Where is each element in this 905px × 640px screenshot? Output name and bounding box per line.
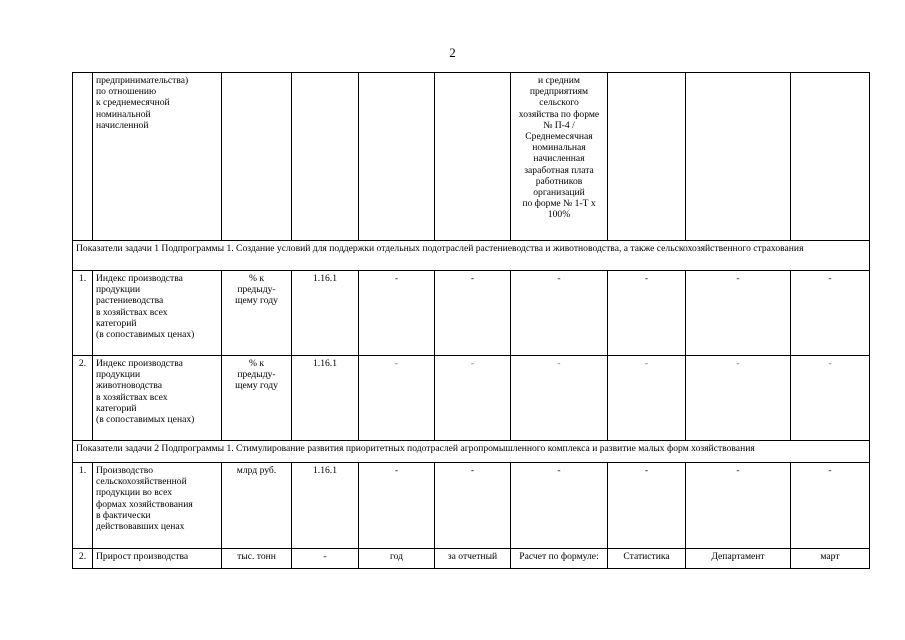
cell-col5: - xyxy=(359,356,435,441)
cell-col7: Расчет по формуле: xyxy=(511,549,608,569)
cell-code: 1.16.1 xyxy=(292,463,359,549)
cell-col7: - xyxy=(511,356,608,441)
cell-col5: - xyxy=(359,463,435,549)
cell-col6: за отчетный xyxy=(435,549,511,569)
cell-code xyxy=(292,73,359,241)
table-row xyxy=(73,463,870,549)
cell-col9: Департамент xyxy=(686,549,791,569)
section-title: Показатели задачи 2 Подпрограммы 1. Стимулирование развития приоритетных подотраслей агропромышленного комплекса и развитие малых форм хозяйствования xyxy=(73,441,870,463)
cell-col9: - xyxy=(686,356,791,441)
cell-col6: - xyxy=(435,463,511,549)
section-header-task-1 xyxy=(73,241,870,271)
cell-col10: - xyxy=(791,271,870,356)
cell-col8 xyxy=(608,73,686,241)
cell-col10 xyxy=(791,73,870,241)
cell-col7: - xyxy=(511,463,608,549)
cell-col10: - xyxy=(791,356,870,441)
section-title: Показатели задачи 1 Подпрограммы 1. Создание условий для поддержки отдельных подотраслей растениеводства и животноводства, а также сельскохозяйственного страхования xyxy=(73,241,870,271)
table-row xyxy=(73,549,870,569)
cell-no: 2. xyxy=(73,549,93,569)
cell-no: 2. xyxy=(73,356,93,441)
cell-col9: - xyxy=(686,463,791,549)
cell-unit: % к предыду- щему году xyxy=(222,271,292,356)
cell-col9: - xyxy=(686,271,791,356)
section-header-task-2 xyxy=(73,441,870,463)
cell-unit: тыс. тонн xyxy=(222,549,292,569)
cell-no: 1. xyxy=(73,271,93,356)
cell-no xyxy=(73,73,93,241)
cell-formula: и средним предприятиям сельского хозяйства по форме № П-4 / Среднемесячная номинальная начисленная заработная плата работников организаций по форме № 1-Т х 100% xyxy=(511,73,608,241)
cell-unit: % к предыду- щему году xyxy=(222,356,292,441)
cell-unit xyxy=(222,73,292,241)
cell-code: 1.16.1 xyxy=(292,271,359,356)
cell-col8: - xyxy=(608,271,686,356)
cell-col7: - xyxy=(511,271,608,356)
cell-col5: - xyxy=(359,271,435,356)
cell-col5: год xyxy=(359,549,435,569)
page-number: 2 xyxy=(449,45,456,60)
cell-code: 1.16.1 xyxy=(292,356,359,441)
cell-col8: - xyxy=(608,356,686,441)
cell-col8: - xyxy=(608,463,686,549)
cell-indicator-name: Индекс производства продукции растениеводства в хозяйствах всех категорий (в сопоставимых ценах) xyxy=(93,271,222,356)
cell-col6: - xyxy=(435,271,511,356)
cell-col10: - xyxy=(791,463,870,549)
indicators-table xyxy=(72,72,870,569)
cell-col9 xyxy=(686,73,791,241)
cell-indicator-name: Прирост производства xyxy=(93,549,222,569)
cell-no: 1. xyxy=(73,463,93,549)
cell-col5 xyxy=(359,73,435,241)
table-row xyxy=(73,271,870,356)
table-row xyxy=(73,356,870,441)
cell-code: - xyxy=(292,549,359,569)
table-row-continuation xyxy=(73,73,870,241)
cell-col8: Статистика xyxy=(608,549,686,569)
cell-col6: - xyxy=(435,356,511,441)
cell-col6 xyxy=(435,73,511,241)
cell-unit: млрд руб. xyxy=(222,463,292,549)
cell-indicator-name: Производство сельскохозяйственной продукции во всех формах хозяйствования в фактически действовавших ценах xyxy=(93,463,222,549)
cell-indicator-name: предпринимательства) по отношению к среднемесячной номинальной начисленной xyxy=(93,73,222,241)
cell-indicator-name: Индекс производства продукции животноводства в хозяйствах всех категорий (в сопоставимых ценах) xyxy=(93,356,222,441)
cell-col10: март xyxy=(791,549,870,569)
